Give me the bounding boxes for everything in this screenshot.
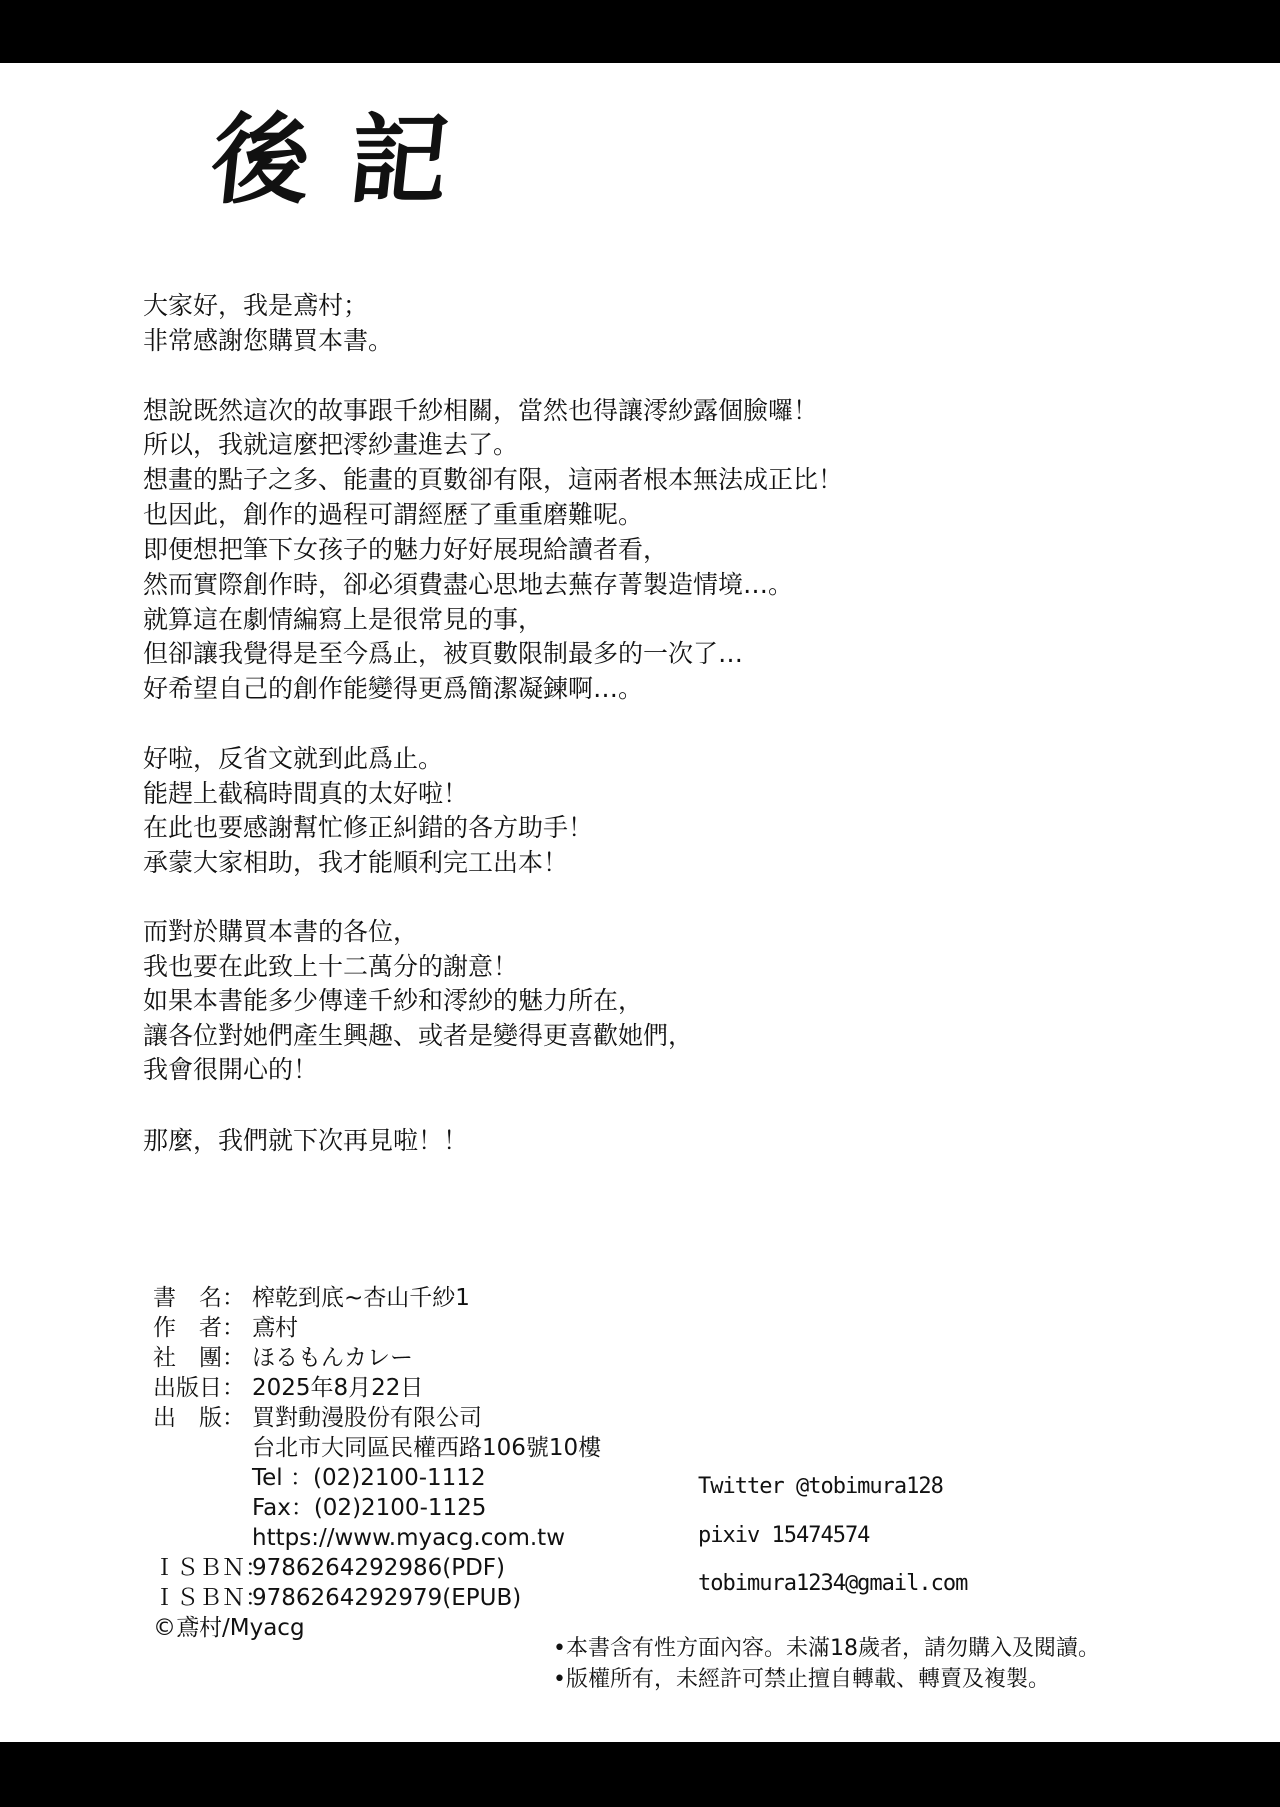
legal-note: •版權所有，未經許可禁止擅自轉載、轉賣及複製。: [553, 1667, 1050, 1692]
body-line: 能趕上截稿時間真的太好啦！: [143, 779, 469, 808]
contact-line: pixiv 15474574: [698, 1523, 870, 1548]
body-line: 如果本書能多少傳達千紗和澪紗的魅力所在，: [143, 986, 644, 1015]
body-line: 就算這在劇情編寫上是很常見的事，: [143, 605, 544, 634]
colophon-value: Fax：(02)2100-1125: [252, 1495, 487, 1521]
contact-line: Twitter @tobimura128: [698, 1474, 943, 1499]
colophon-value: 台北市大同區民權西路106號10樓: [252, 1435, 602, 1461]
body-line: 但卻讓我覺得是至今爲止，被頁數限制最多的一次了…: [143, 639, 744, 668]
colophon-value: 2025年8月22日: [252, 1375, 424, 1401]
body-line: 在此也要感謝幫忙修正糾錯的各方助手！: [143, 813, 594, 842]
body-line: 也因此，創作的過程可謂經歷了重重磨難呢。: [143, 500, 644, 529]
page-title: 後記: [206, 103, 495, 218]
body-line: 然而實際創作時，卻必須費盡心思地去蕪存菁製造情境…。: [143, 570, 794, 599]
body-line: 我會很開心的！: [143, 1055, 319, 1084]
colophon-value: 9786264292979(EPUB): [252, 1585, 522, 1611]
colophon-label: ＩＳＢＮ：: [153, 1555, 268, 1581]
body-line: 好希望自己的創作能變得更爲簡潔凝鍊啊…。: [143, 674, 644, 703]
body-line: 好啦，反省文就到此爲止。: [143, 744, 444, 773]
body-line: 讓各位對她們產生興趣、或者是變得更喜歡她們，: [143, 1021, 694, 1050]
body-line: 想說既然這次的故事跟千紗相關，當然也得讓澪紗露個臉囉！: [143, 396, 819, 425]
colophon-value: ほるもんカレー: [252, 1345, 413, 1371]
bottom-black-bar: [0, 1742, 1280, 1807]
body-line: 所以，我就這麼把澪紗畫進去了。: [143, 430, 519, 459]
body-line: 非常感謝您購買本書。: [143, 326, 394, 355]
body-line: 大家好，我是鳶村；: [143, 291, 369, 320]
body-line: 想畫的點子之多、能畫的頁數卻有限，這兩者根本無法成正比！: [143, 465, 844, 494]
colophon-label: 出 版：: [153, 1405, 245, 1431]
colophon-label: ©鳶村/Myacg: [153, 1615, 305, 1641]
legal-note: •本書含有性方面內容。未滿18歲者，請勿購入及閱讀。: [553, 1636, 1100, 1661]
colophon-label: ＩＳＢＮ：: [153, 1585, 268, 1611]
colophon-label: 社 團：: [153, 1345, 245, 1371]
colophon-label: 作 者：: [153, 1315, 245, 1341]
colophon-label: 出版日：: [153, 1375, 245, 1401]
body-line: 即便想把筆下女孩子的魅力好好展現給讀者看，: [143, 535, 669, 564]
contact-line: tobimura1234@gmail.com: [698, 1571, 968, 1596]
top-black-bar: [0, 0, 1280, 63]
body-line: 承蒙大家相助，我才能順利完工出本！: [143, 848, 569, 877]
colophon-value: https://www.myacg.com.tw: [252, 1525, 566, 1551]
colophon-value: 榨乾到底~杏山千紗1: [252, 1285, 470, 1311]
body-line: 而對於購買本書的各位，: [143, 917, 419, 946]
colophon-value: Tel ：(02)2100-1112: [252, 1465, 486, 1491]
colophon-label: 書 名：: [153, 1285, 245, 1311]
body-line: 那麼，我們就下次再見啦！！: [143, 1126, 469, 1155]
colophon-value: 9786264292986(PDF): [252, 1555, 505, 1581]
colophon-value: 鳶村: [252, 1315, 298, 1341]
body-line: 我也要在此致上十二萬分的謝意！: [143, 952, 519, 981]
colophon-value: 買對動漫股份有限公司: [252, 1405, 482, 1431]
